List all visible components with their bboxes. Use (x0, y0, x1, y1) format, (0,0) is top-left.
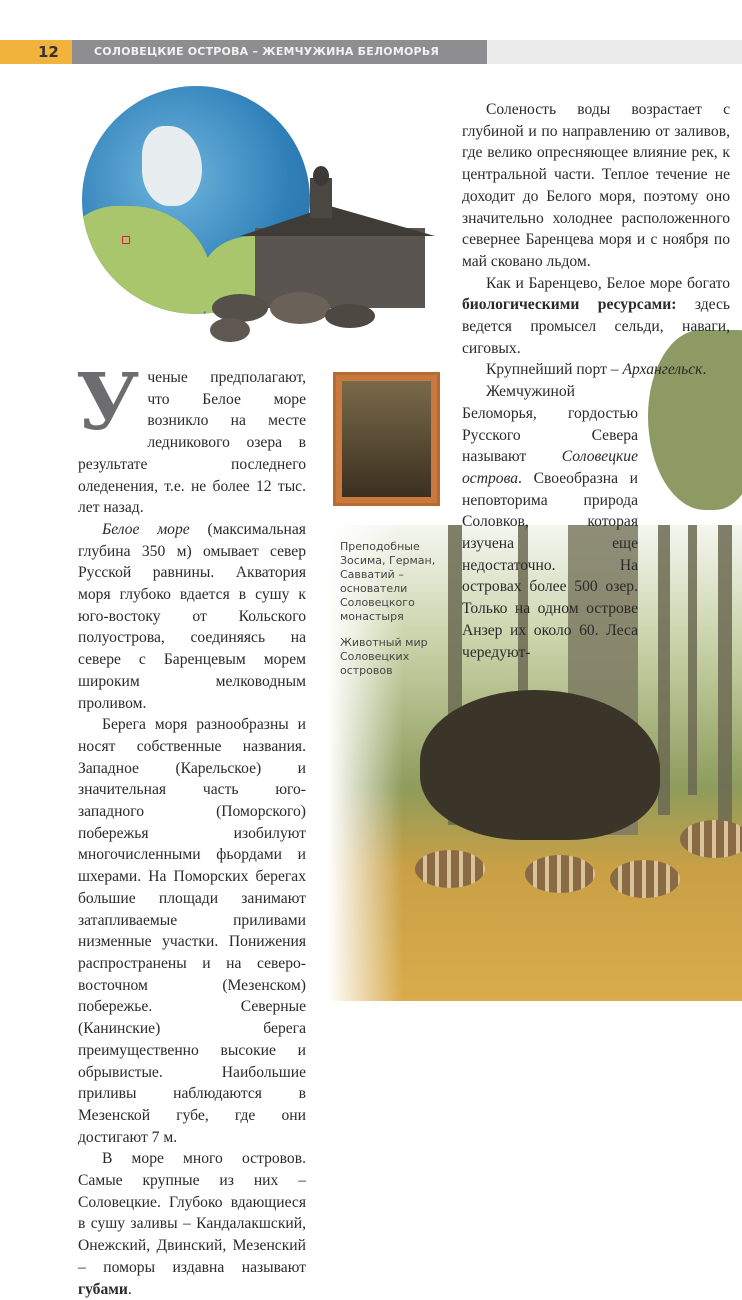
right-text-block (462, 99, 730, 381)
piglet (680, 820, 742, 858)
text-run: (максимальная глубина 350 м) омывает север Русской равнины. Акватория моря глубоко вдается в сушу к юго-востоку от Кольского полуострова, соединяясь на севере с Баренцевым морем широким мелководным проливом. (78, 520, 306, 712)
italic-term: Белое море (102, 520, 190, 538)
left-text-column (76, 357, 306, 1300)
bold-term: биологическими ресурсами: (462, 296, 677, 314)
drop-cap: У (76, 357, 140, 448)
orthodox-icon-image (333, 372, 440, 506)
paragraph (462, 359, 730, 381)
running-header-title: СОЛОВЕЦКИЕ ОСТРОВА – ЖЕМЧУЖИНА БЕЛОМОРЬЯ (72, 40, 487, 64)
text-run: здесь ведется промысел сельди, наваги, сиговых. (462, 296, 730, 357)
paragraph (462, 99, 730, 273)
piglet (415, 850, 485, 888)
paragraph (462, 381, 638, 663)
forest-caption: Животный мир Соловецких островов (340, 636, 428, 677)
text-run: ченые предполагают, что Белое море возникло на месте ледникового озера в результате последнего оледенения, т.е. не более 12 тыс. лет назад. (78, 369, 306, 517)
text-run: В море много островов. Самые крупные из них – Соловецкие. Глубоко вдающиеся в сушу заливы – Кандалакшский, Онежский, Двинский, Мезенский – поморы издавна называют (78, 1150, 306, 1276)
captions (340, 540, 458, 678)
italic-term: Соловецкие острова (462, 448, 638, 487)
bold-term: губами (78, 1280, 128, 1298)
text-run: Крупнейший порт – (486, 361, 623, 379)
icon-caption: Преподобные Зосима, Герман, Савватий – основатели Соловецкого монастыря (340, 540, 436, 623)
text-run: Как и Баренцево, Белое море богато (486, 274, 730, 292)
italic-term: Архангельск (622, 361, 703, 379)
paragraph (462, 273, 730, 360)
right-narrow-text-block (462, 381, 638, 663)
wooden-church-image (200, 158, 440, 348)
page-number: 12 (0, 40, 72, 64)
piglet (610, 860, 680, 898)
header-bar (487, 40, 742, 64)
text-run: Жемчужиной Беломорья, гордостью Русского Севера называют (462, 383, 638, 466)
paragraph (76, 357, 306, 519)
text-run: Берега моря разнообразны и носят собственные названия. Западное (Карельское) и значительная часть юго-западного (Поморского) побережья изобилуют многочисленными фьордами и шхерами. На Поморских берегах большие площади занимают затапливаемые приливами низменные участки. Понижения распространены и на северо-восточном (Мезенском) побережье. Северные (Канинские) берега преимущественно высокие и обрывистые. Наибольшие приливы наблюдаются в Мезенской губе, где они достигают 7 м. (78, 716, 306, 1146)
paragraph (78, 714, 306, 1148)
paragraph (78, 1148, 306, 1300)
paragraph (78, 519, 306, 714)
text-run: . (127, 1280, 132, 1298)
text-run: Соленость воды возрастает с глубиной и по направлению от заливов, где велико опресняющее влияние рек, к центральной части. Теплое течение не доходит до Белого моря, поэтому оно значительно холоднее расположенного севернее Баренцева моря и с ноября по май сковано льдом. (462, 101, 730, 270)
right-text-column (462, 99, 730, 663)
piglet (525, 855, 595, 893)
text-run: . Своеобразна и неповторима природа Соловков, которая изучена еще недостаточно. На островах более 500 озер. Только на одном острове Анзер их около 60. Леса чередуют- (462, 469, 638, 661)
text-run: . (702, 361, 707, 379)
